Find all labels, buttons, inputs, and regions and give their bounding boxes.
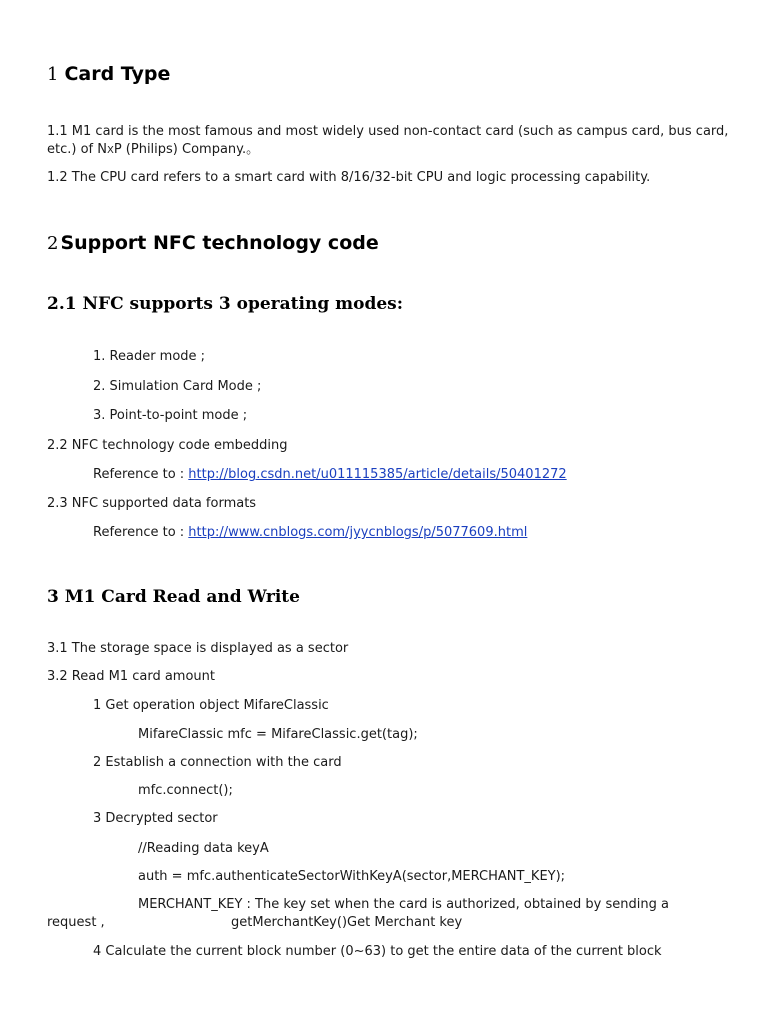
- code-line-1: MifareClassic mfc = MifareClassic.get(tag);: [138, 727, 418, 742]
- text-fragment: P (Philips) Company.。: [113, 142, 260, 157]
- section-2-title: Support NFC technology code: [60, 232, 379, 254]
- section-1-title: Card Type: [64, 63, 171, 85]
- code-comment-3: //Reading data keyA: [138, 841, 269, 856]
- section-2-number: 2: [47, 233, 59, 254]
- paragraph-2-2: 2.2 NFC technology code embedding: [47, 438, 288, 453]
- note-line-2-start: request ,: [47, 915, 105, 930]
- section-2-heading: [47, 231, 379, 256]
- section-3-heading: 3 M1 Card Read and Write: [47, 587, 300, 607]
- code-line-3: auth = mfc.authenticateSectorWithKeyA(sector,MERCHANT_KEY);: [138, 869, 566, 884]
- step-2: 2 Establish a connection with the card: [93, 755, 342, 770]
- step-1: 1 Get operation object MifareClassic: [93, 698, 329, 713]
- section-1-heading: [47, 62, 170, 87]
- section-1-number: 1: [47, 64, 59, 85]
- reference-label: Reference to :: [93, 525, 189, 540]
- note-line-2-end: getMerchantKey()Get Merchant key: [231, 915, 463, 930]
- code-line-2: mfc.connect();: [138, 783, 233, 798]
- paragraph-2-3: 2.3 NFC supported data formats: [47, 496, 257, 511]
- reference-2-2: [93, 466, 567, 483]
- paragraph-1-1-continued: [47, 141, 259, 159]
- text-fragment-small-x: X: [106, 145, 114, 156]
- reference-label: Reference to :: [93, 467, 189, 482]
- subheading-2-1: 2.1 NFC supports 3 operating modes:: [47, 294, 404, 314]
- paragraph-1-1: 1.1 M1 card is the most famous and most widely used non-contact card (such as campus card, bus card,: [47, 124, 729, 139]
- reference-2-3: [93, 524, 527, 541]
- mode-item: 2. Simulation Card Mode ;: [93, 379, 262, 394]
- text-fragment: etc.) of N: [47, 142, 107, 157]
- step-4: 4 Calculate the current block number (0~63) to get the entire data of the current block: [93, 944, 662, 959]
- paragraph-3-2: 3.2 Read M1 card amount: [47, 669, 215, 684]
- reference-link-cnblogs[interactable]: http://www.cnblogs.com/jyycnblogs/p/5077609.html: [188, 525, 528, 540]
- mode-item: 1. Reader mode ;: [93, 349, 206, 364]
- mode-item: 3. Point-to-point mode ;: [93, 408, 248, 423]
- paragraph-1-2: 1.2 The CPU card refers to a smart card with 8/16/32-bit CPU and logic processing capability.: [47, 170, 651, 185]
- reference-link-csdn[interactable]: http://blog.csdn.net/u011115385/article/details/50401272: [188, 467, 567, 482]
- paragraph-3-1: 3.1 The storage space is displayed as a sector: [47, 641, 349, 656]
- step-3: 3 Decrypted sector: [93, 811, 218, 826]
- note-line-1: MERCHANT_KEY : The key set when the card is authorized, obtained by sending a: [138, 897, 669, 912]
